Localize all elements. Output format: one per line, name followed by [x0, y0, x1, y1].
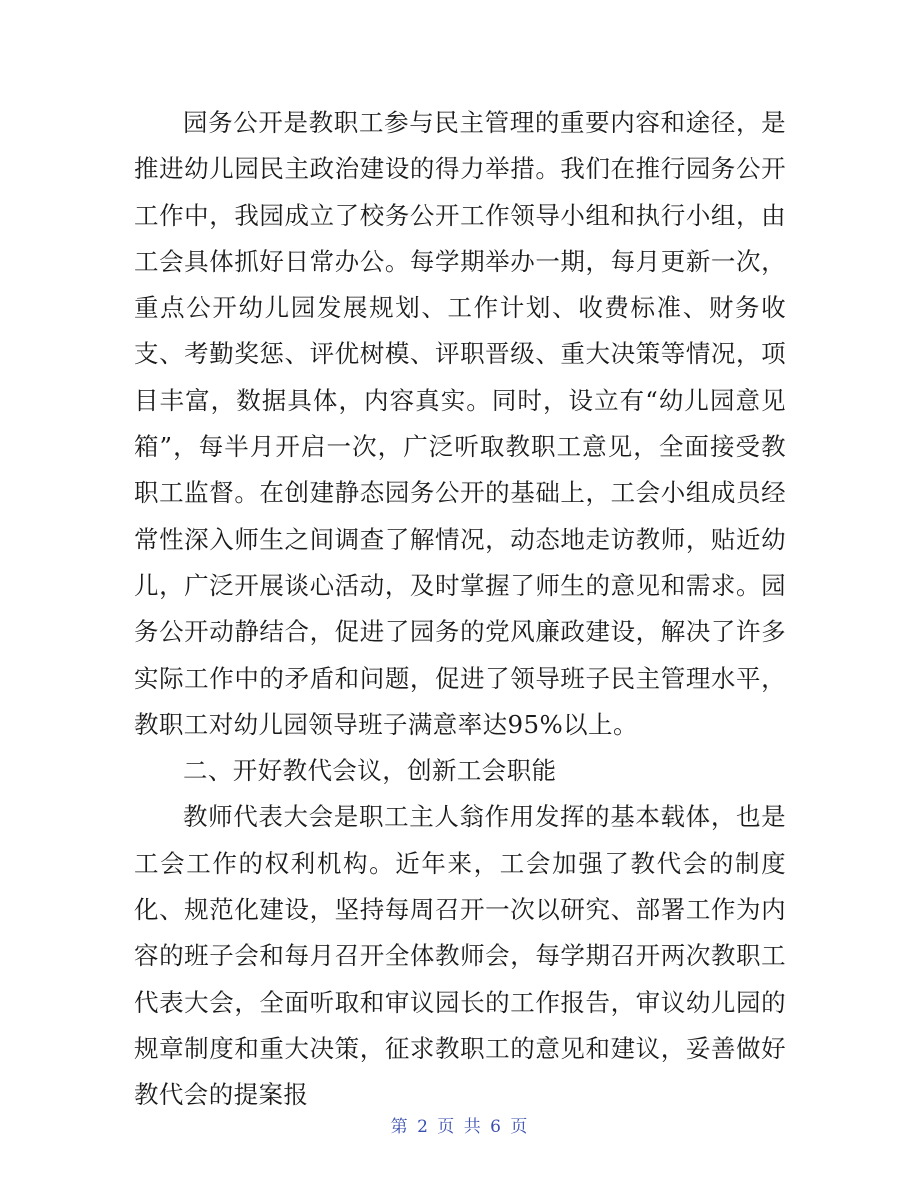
- section-heading: 二、开好教代会议，创新工会职能: [183, 756, 557, 786]
- paragraph-campus-affairs: 园务公开是教职工参与民主管理的重要内容和途径，是推进幼儿园民主政治建设的得力举措。我们在推行园务公开工作中，我园成立了校务公开工作领导小组和执行小组，由工会具体抓好日常办公。每学期举办一期，每月更新一次，重点公开幼儿园发展规划、工作计划、收费标准、财务收支、考勤奖惩、评优树模、评职晋级、重大决策等情况，项目丰富，数据具体，内容真实。同时，设立有“幼儿园意见箱”，每半月开启一次，广泛听取教职工意见，全面接受教职工监督。在创建静态园务公开的基础上，工会小组成员经常性深入师生之间调查了解情况，动态地走访教师，贴近幼儿，广泛开展谈心活动，及时掌握了师生的意见和需求。园务公开动静结合，促进了园务的党风廉政建设，解决了许多实际工作中的矛盾和问题，促进了领导班子民主管理水平，教职工对幼儿园领导班子满意率达95%以上。: [134, 108, 786, 739]
- document-body: [134, 100, 786, 1119]
- paragraph-teachers-congress: 教师代表大会是职工主人翁作用发挥的基本载体，也是工会工作的权利机构。近年来，工会加强了教代会的制度化、规范化建设，坚持每周召开一次以研究、部署工作为内容的班子会和每月召开全体教师会，每学期召开两次教职工代表大会，全面听取和审议园长的工作报告，审议幼儿园的规章制度和重大决策，征求教职工的意见和建议，妥善做好教代会的提案报: [134, 802, 786, 1110]
- page-number-footer: 第 2 页 共 6 页: [390, 1117, 530, 1137]
